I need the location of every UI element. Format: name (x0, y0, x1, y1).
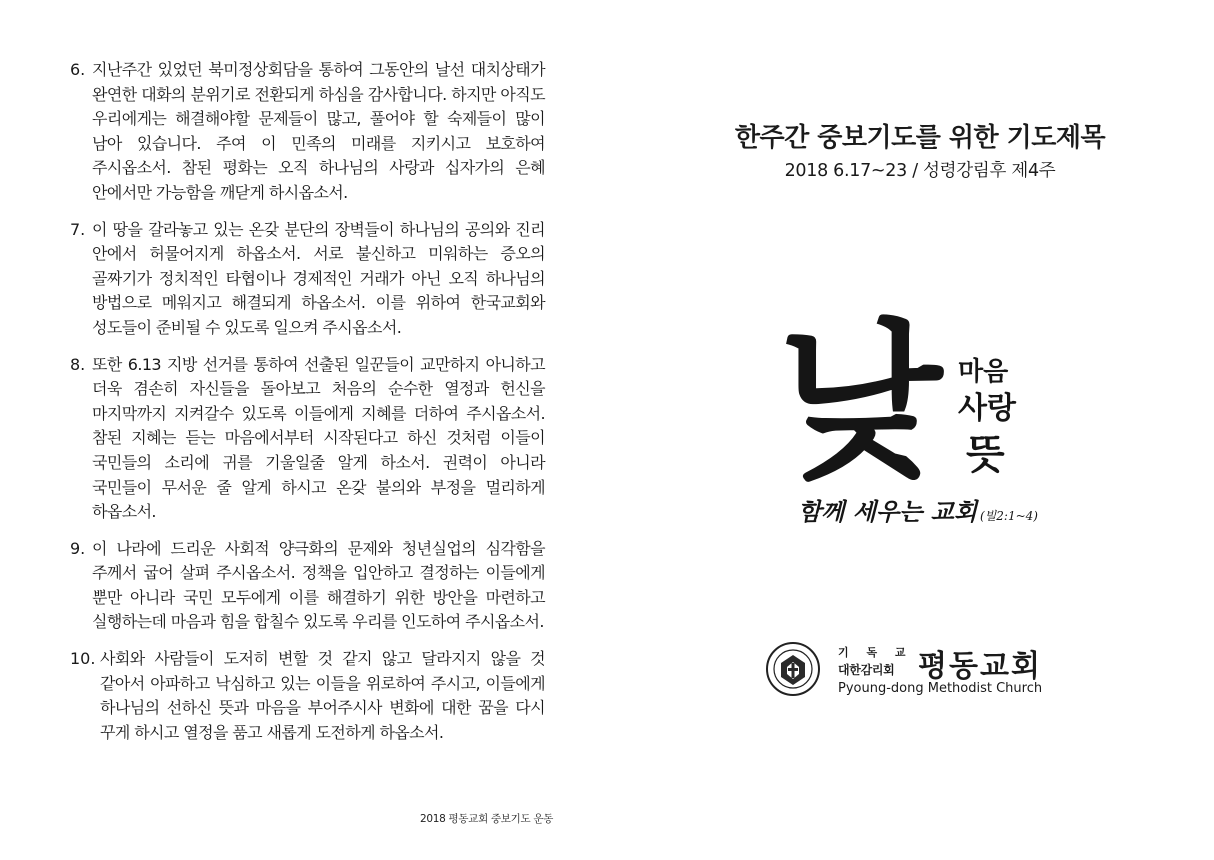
prayer-number: 9. (70, 538, 86, 558)
church-seal-icon (765, 641, 821, 697)
prayer-text: 사회와 사람들이 도저히 변할 것 같지 않고 달라지지 않을 것 같아서 아파하고 낙심하고 있는 이들을 위로하여 주시고, 이들에게 하나님의 선하신 뜻과 마음을 부어주시사 변화에 대한 꿈을 다시 꾸게 하시고 열정을 품고 새롭게 도전하게 하옵소서. (100, 649, 545, 742)
prayer-list (70, 58, 545, 757)
logo-slogan-ref: (빌2:1~4) (980, 509, 1038, 523)
prayer-number: 8. (70, 354, 86, 374)
church-english-name: Pyoung-dong Methodist Church (838, 681, 1043, 696)
prayer-item-7 (70, 218, 545, 341)
church-name: 평동교회 (918, 649, 1042, 684)
prayer-number: 7. (70, 219, 86, 239)
logo-big-char: 낮 (778, 303, 943, 503)
prayer-item-8 (70, 353, 545, 525)
logo-word-1: 마음 (958, 357, 1009, 387)
prayer-text: 또한 6.13 지방 선거를 통하여 선출된 일꾼들이 교만하지 아니하고 더욱 겸손히 자신들을 돌아보고 처음의 순수한 열정과 헌신을 마지막까지 지켜갈수 있도록 이들에게 지혜를 더하여 주시옵소서. 참된 지혜는 듣는 마음에서부터 시작된다고 하신 것처럼 이들이 국민들의 소리에 귀를 기울일줄 알게 하소서. 권력이 아니라 국민들이 무서운 줄 알게 하시고 온갖 불의와 부정을 멀리하게 하옵소서. (92, 354, 545, 522)
prayer-item-6 (70, 58, 545, 206)
church-denomination-2: 대한감리회 (838, 663, 895, 677)
page-title: 한주간 중보기도를 위한 기도제목 (734, 123, 1106, 153)
page-subtitle: 2018 6.17~23 / 성령강림후 제4주 (784, 161, 1056, 181)
church-denomination-1: 기 독 교 (838, 646, 913, 659)
logo-word-2: 사랑 (958, 391, 1016, 426)
prayer-number: 10. (70, 649, 96, 669)
calligraphy-logo (770, 280, 1070, 550)
page-footer: 2018 평동교회 중보기도 운동 (420, 813, 554, 825)
prayer-item-9 (70, 537, 545, 635)
prayer-text: 이 나라에 드리운 사회적 양극화의 문제와 청년실업의 심각함을 주께서 굽어 살펴 주시옵소서. 정책을 입안하고 결정하는 이들에게 뿐만 아니라 국민 모두에게 이를 해결하기 위한 방안을 마련하고 실행하는데 마음과 힘을 합칠수 있도록 우리를 인도하여 주시옵소서. (92, 538, 545, 632)
prayer-text: 이 땅을 갈라놓고 있는 온갖 분단의 장벽들이 하나님의 공의와 진리 안에서 허물어지게 하옵소서. 서로 불신하고 미워하는 증오의 골짜기가 정치적인 타협이나 경제적인 거래가 아닌 오직 하나님의 방법으로 메워지고 해결되게 하옵소서. 이를 위하여 한국교회와 성도들이 준비될 수 있도록 일으켜 주시옵소서. (92, 219, 545, 337)
prayer-text: 지난주간 있었던 북미정상회담을 통하여 그동안의 날선 대치상태가 완연한 대화의 분위기로 전환되게 하심을 감사합니다. 하지만 아직도 우리에게는 해결해야할 문제들이 많고, 풀어야 할 숙제들이 많이 남아 있습니다. 주여 이 민족의 미래를 지키시고 보호하여 주시옵소서. 참된 평화는 오직 하나님의 사랑과 십자가의 은혜 안에서만 가능함을 깨닫게 하시옵소서. (92, 60, 545, 202)
logo-word-3: 뜻 (966, 431, 1005, 478)
prayer-item-10 (70, 647, 545, 745)
prayer-number: 6. (70, 60, 86, 79)
logo-slogan: 함께 세우는 교회 (798, 497, 977, 526)
